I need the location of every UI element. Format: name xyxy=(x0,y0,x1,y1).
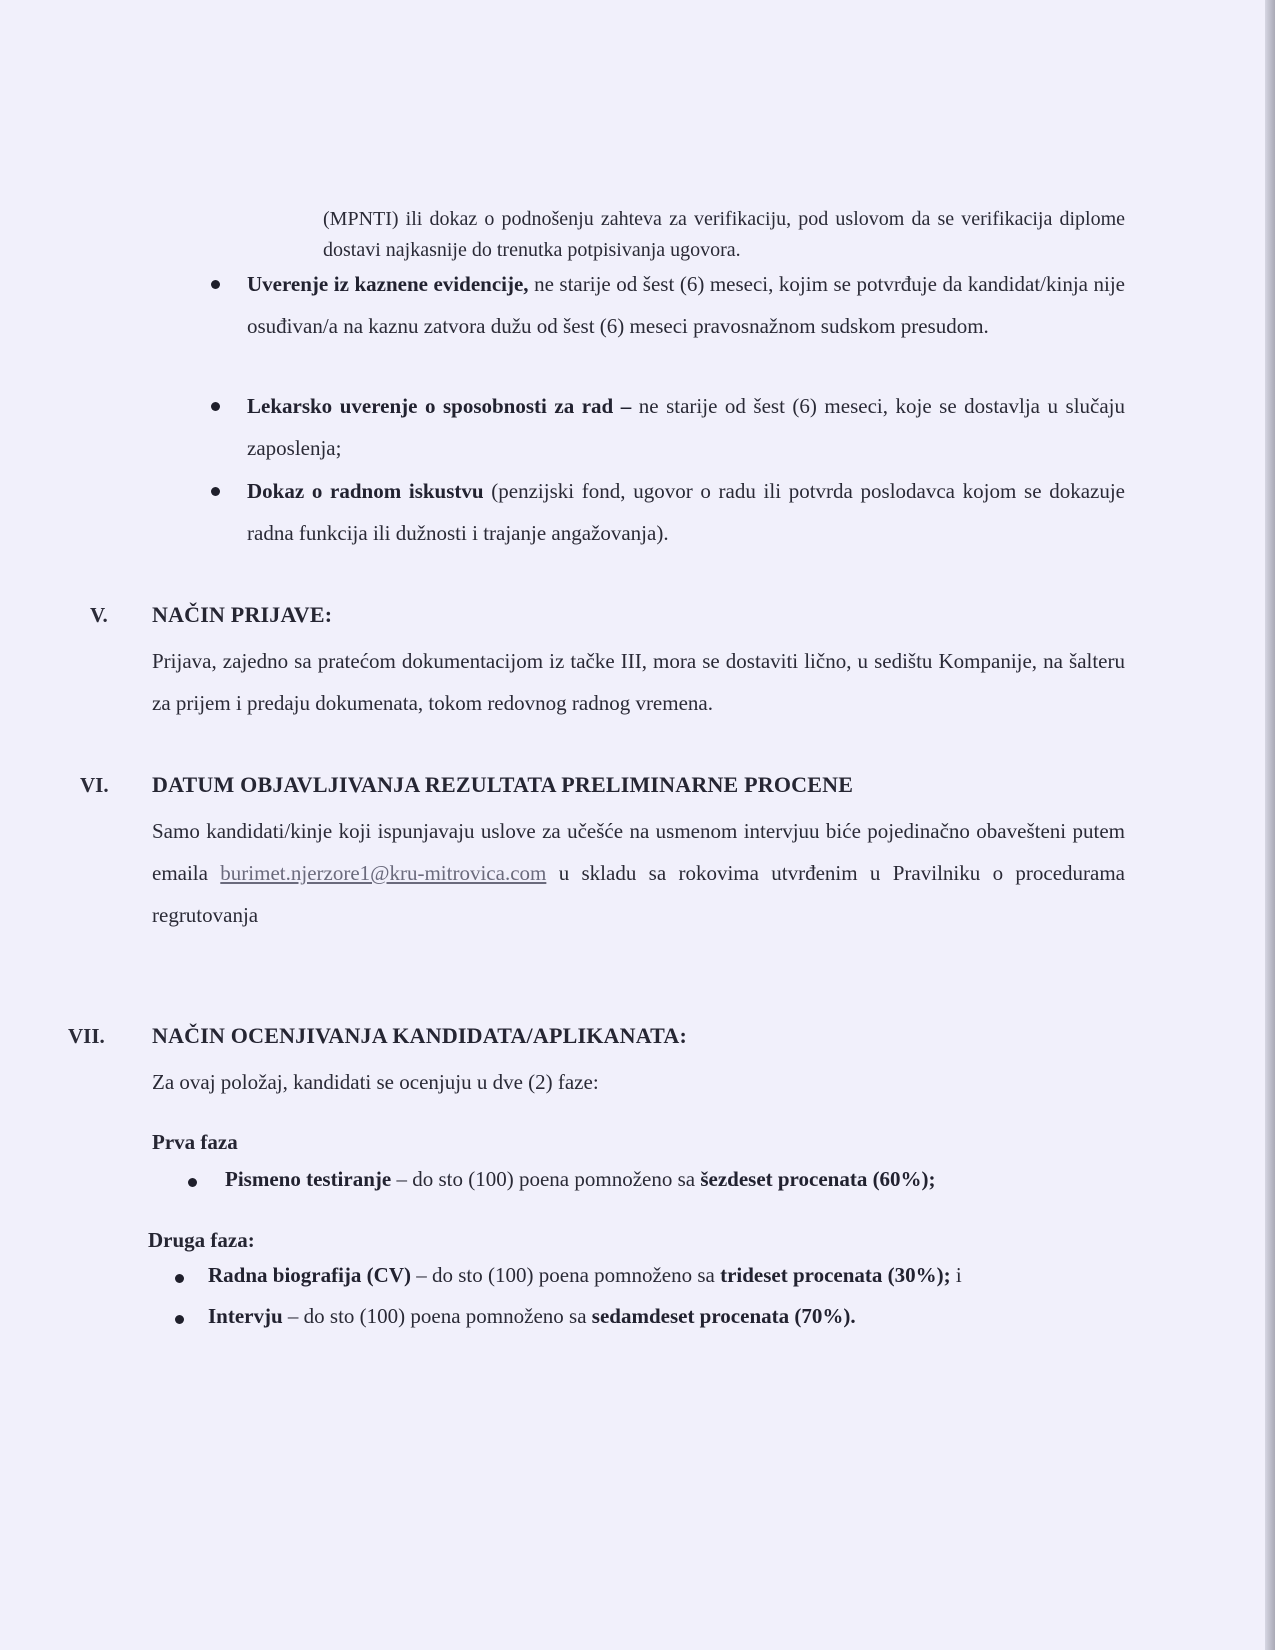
phase-item-title: Radna biografija (CV) xyxy=(208,1263,411,1287)
phase-item-suffix: i xyxy=(955,1263,962,1287)
list-item-title: Uverenje iz kaznene evidencije, xyxy=(247,272,529,296)
list-item-text: ne starije od šest (6) meseci, kojim se potvrđuje da kandidat/kinja nije osuđivan/a na kaznu zatvora dužu od šest (6) meseci pravosnažnom sudskom presudom. xyxy=(247,272,1125,338)
phase-heading: Prva faza xyxy=(152,1130,238,1154)
phase-item-text: – do sto (100) poena pomnoženo sa xyxy=(396,1167,696,1191)
email-link[interactable]: burimet.njerzore1@kru-mitrovica.com xyxy=(220,861,547,885)
section-heading: NAČIN PRIJAVE: xyxy=(152,602,333,627)
phase-item xyxy=(208,1304,856,1329)
bullet-dot xyxy=(211,402,220,411)
section-body xyxy=(152,810,1125,936)
list-item-medical-certificate xyxy=(247,385,1125,469)
phase-item xyxy=(225,1167,936,1192)
section-text: Prijava, zajedno sa pratećom dokumentacijom iz tačke III, mora se dostaviti lično, u sedištu Kompanije, na šalteru za prijem i predaju dokumenata, tokom redovnog radnog vremena. xyxy=(152,649,1125,715)
section-number: VI. xyxy=(80,773,109,797)
phase-item-title: Intervju xyxy=(208,1304,283,1328)
phase-item xyxy=(208,1263,962,1288)
section-number: V. xyxy=(90,603,108,627)
list-item-work-experience xyxy=(247,470,1125,554)
list-item-title: Dokaz o radnom iskustvu xyxy=(247,479,484,503)
section-heading: NAČIN OCENJIVANJA KANDIDATA/APLIKANATA: xyxy=(152,1023,688,1048)
bullet-dot xyxy=(211,487,220,496)
list-item-title: Lekarsko uverenje o sposobnosti za rad – xyxy=(247,394,632,418)
phase-item-weight: trideset procenata (30%); xyxy=(720,1263,951,1287)
list-item-criminal-record xyxy=(247,263,1125,347)
page-edge xyxy=(1265,0,1275,1650)
list-item-text: (penzijski fond, ugovor o radu ili potvrda poslodavca kojom se dokazuje radna funkcija ili dužnosti i trajanje angažovanja). xyxy=(247,479,1125,545)
section-text: u skladu sa rokovima utvrđenim u Pravilniku o procedurama regrutovanja xyxy=(152,861,1125,927)
section-text: Samo kandidati/kinje koji ispunjavaju uslove za učešće na usmenom intervjuu biće pojedinačno obavešteni putem emaila xyxy=(152,819,1125,885)
section-intro: Za ovaj položaj, kandidati se ocenjuju u dve (2) faze: xyxy=(152,1070,599,1094)
phase-item-weight: šezdeset procenata (60%); xyxy=(700,1167,936,1191)
continuation-text: (MPNTI) ili dokaz o podnošenju zahteva za verifikaciju, pod uslovom da se verifikacija diplome dostavi najkasnije do trenutka potpisivanja ugovora. xyxy=(323,208,1125,261)
bullet-dot xyxy=(211,280,220,289)
section-number: VII. xyxy=(68,1024,105,1048)
section-heading: DATUM OBJAVLJIVANJA REZULTATA PRELIMINARNE PROCENE xyxy=(152,772,854,797)
bullet-dot xyxy=(175,1274,184,1283)
continuation-paragraph xyxy=(323,204,1125,266)
list-item-text: ne starije od šest (6) meseci, koje se dostavlja u slučaju zaposlenja; xyxy=(247,394,1126,460)
section-body xyxy=(152,640,1125,724)
phase-item-title: Pismeno testiranje xyxy=(225,1167,392,1191)
bullet-dot xyxy=(188,1178,197,1187)
bullet-dot xyxy=(175,1315,184,1324)
phase-item-text: – do sto (100) poena pomnoženo sa xyxy=(287,1304,587,1328)
phase-heading: Druga faza: xyxy=(148,1228,255,1252)
phase-item-weight: sedamdeset procenata (70%). xyxy=(591,1304,856,1328)
phase-item-text: – do sto (100) poena pomnoženo sa xyxy=(416,1263,715,1287)
